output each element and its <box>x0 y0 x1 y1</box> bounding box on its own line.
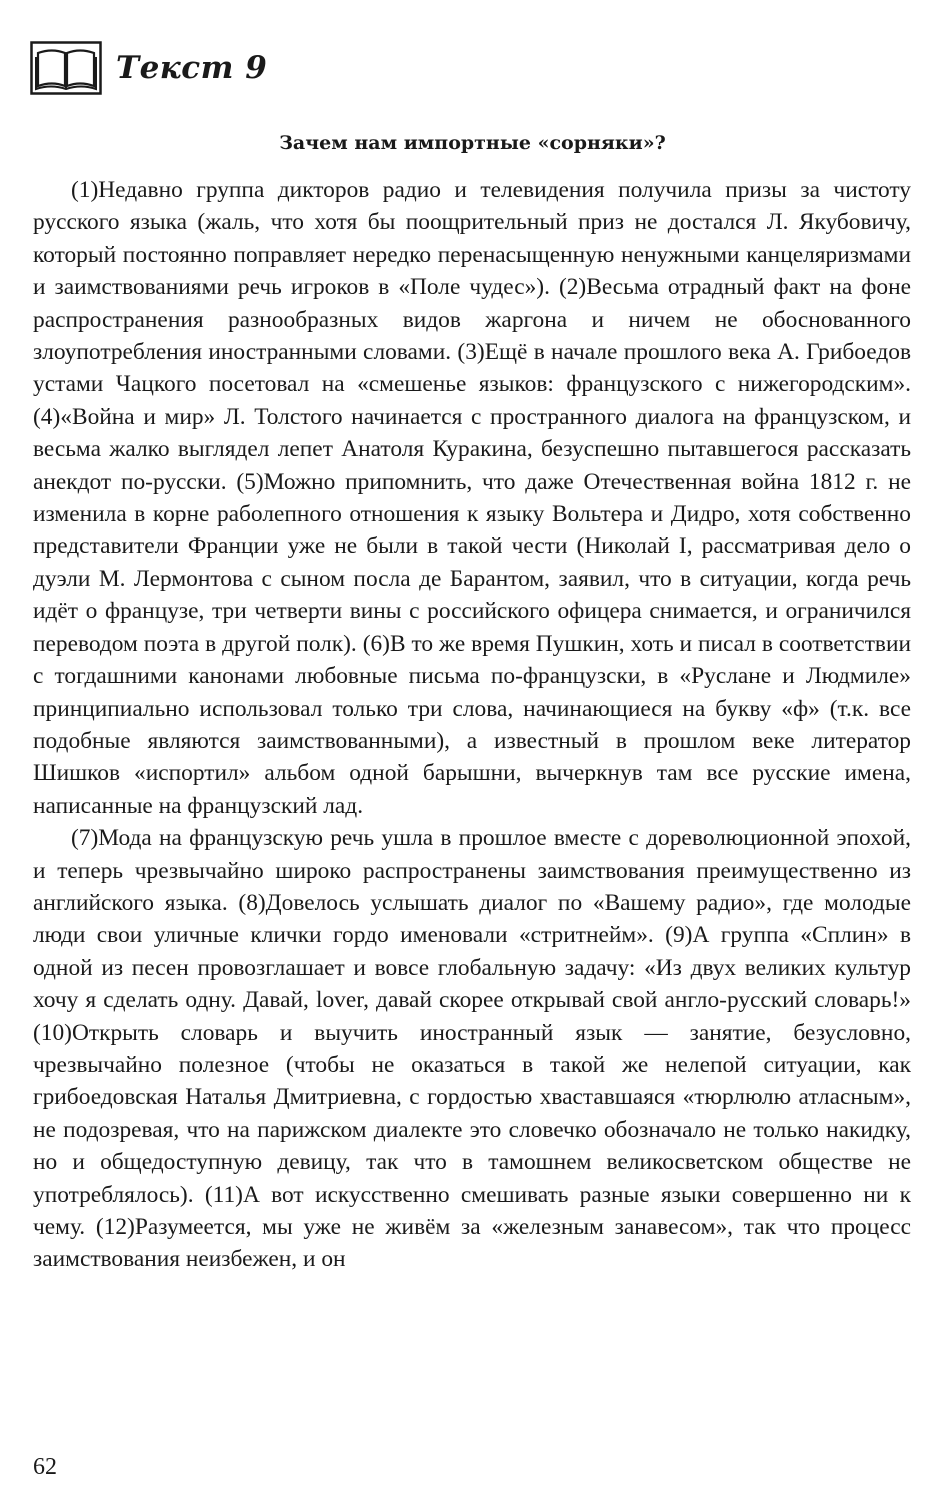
article-title: Зачем нам импортные «сорняки»? <box>279 132 666 154</box>
section-title: Текст 9 <box>116 50 268 86</box>
page-number: 62 <box>33 1454 57 1480</box>
article-body <box>33 174 911 1276</box>
paragraph: (7)Мода на французскую речь ушла в прошлое вместе с дореволюционной эпохой, и теперь чрезвычайно широко распространены заимствования преимущественно из английского языка. (8)Довелось услышать диалог по «Вашему радио», где молодые люди свои уличные клички гордо именовали «стритнейм». (9)А группа «Сплин» в одной из песен провозглашает и вовсе глобальную задачу: «Из двух великих культур хочу я сделать одну. Давай, lover, давай скорее открывай свой англо-русский словарь!» (10)Открыть словарь и выучить иностранный язык — занятие, безусловно, чрезвычайно полезное (чтобы не оказаться в такой же нелепой ситуации, как грибоедовская Наталья Дмитриевна, с гордостью хваставшаяся «тюрлюлю атласным», не подозревая, что на парижском диалекте это словечко обозначало не только накидку, но и общедоступную девицу, так что в тамошнем великосветском обществе не употреблялось). (11)А вот искусственно смешивать разные языки совершенно ни к чему. (12)Разумеется, мы уже не живём за «железным занавесом», так что процесс заимствования неизбежен, и он <box>33 825 911 1273</box>
open-book-icon <box>30 41 102 95</box>
text-header <box>30 38 267 98</box>
paragraph: (1)Недавно группа дикторов радио и телевидения получила призы за чистоту русского языка (жаль, что хотя бы поощрительный приз не достался Л. Якубовичу, который постоянно поправляет нередко перенасыщенную ненужными канцеляризмами и заимствованиями речь игроков в «Поле чудес»). (2)Весьма отрадный факт на фоне распространения разнообразных видов жаргона и ничем не обоснованного злоупотребления иностранными словами. (3)Ещё в начале прошлого века А. Грибоедов устами Чацкого посетовал на «смешенье языков: французского с нижегородским». (4)«Война и мир» Л. Толстого начинается с пространного диалога на французском, и весьма жалко выглядел лепет Анатоля Куракина, безуспешно пытавшегося рассказать анекдот по-русски. (5)Можно припомнить, что даже Отечественная война 1812 г. не изменила в корне раболепного отношения к языку Вольтера и Дидро, хотя собственно представители Франции уже не были в такой чести (Николай I, рассматривая дело о дуэли М. Лермонтова с сыном посла де Барантом, заявил, что в ситуации, когда речь идёт о французе, три четверти вины с российского офицера снимается, и ограничился переводом поэта в другой полк). (6)В то же время Пушкин, хоть и писал в соответствии с тогдашними канонами любовные письма по-французски, в «Руслане и Людмиле» принципиально использовал только три слова, начинающиеся на букву «ф» (т.к. все подобные являются заимствованными), а известный в прошлом веке литератор Шишков «испортил» альбом одной барышни, вычеркнув там все русские имена, написанные на французский лад. <box>33 177 911 819</box>
